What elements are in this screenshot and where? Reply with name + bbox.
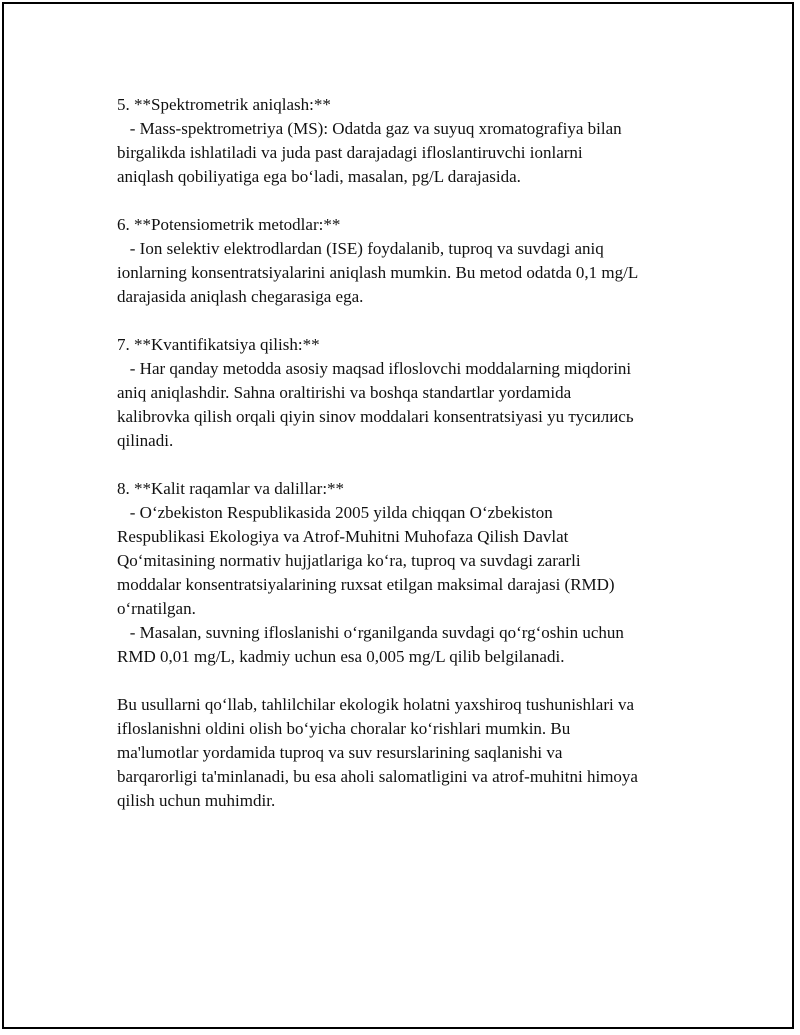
paragraph-line: Bu usullarni qo‘llab, tahlilchilar ekologik holatni yaxshiroq tushunishlari va (117, 695, 634, 714)
section-key-figures (117, 477, 697, 669)
paragraph-gap (117, 669, 697, 693)
section-spectrometric (117, 93, 697, 189)
paragraph-line: ionlarning konsentratsiyalarini aniqlash mumkin. Bu metod odatda 0,1 mg/L (117, 263, 639, 282)
section-heading: 6. **Potensiometrik metodlar:** (117, 215, 341, 234)
paragraph-line: ma'lumotlar yordamida tuproq va suv resurslarining saqlanishi va (117, 743, 563, 762)
paragraph-line: Qo‘mitasining normativ hujjatlariga ko‘ra, tuproq va suvdagi zararli (117, 551, 581, 570)
section-quantification (117, 333, 697, 453)
paragraph-line: o‘rnatilgan. (117, 599, 196, 618)
paragraph-line: - Har qanday metodda asosiy maqsad ifloslovchi moddalarning miqdorini (117, 359, 632, 378)
paragraph-gap (117, 453, 697, 477)
paragraph-line: RMD 0,01 mg/L, kadmiy uchun esa 0,005 mg/L qilib belgilanadi. (117, 647, 565, 666)
paragraph-line: aniqlash qobiliyatiga ega bo‘ladi, masalan, pg/L darajasida. (117, 167, 521, 186)
paragraph-line: qilish uchun muhimdir. (117, 791, 276, 810)
document-body (117, 93, 697, 813)
paragraph-line: - Mass-spektrometriya (MS): Odatda gaz va suyuq xromatografiya bilan (117, 119, 622, 138)
paragraph-line: qilinadi. (117, 431, 174, 450)
paragraph-line: - O‘zbekiston Respublikasida 2005 yilda chiqqan O‘zbekiston (117, 503, 553, 522)
section-heading: 8. **Kalit raqamlar va dalillar:** (117, 479, 345, 498)
paragraph-line: barqarorligi ta'minlanadi, bu esa aholi salomatligini va atrof-muhitni himoya (117, 767, 638, 786)
paragraph-line: kalibrovka qilish orqali qiyin sinov moddalari konsentratsiyasi yu тусились (117, 407, 634, 426)
paragraph-line: ifloslanishni oldini olish bo‘yicha choralar ko‘rishlari mumkin. Bu (117, 719, 571, 738)
paragraph-line: aniq aniqlashdir. Sahna oraltirishi va boshqa standartlar yordamida (117, 383, 572, 402)
section-potentiometric (117, 213, 697, 309)
paragraph-line: Respublikasi Ekologiya va Atrof-Muhitni Muhofaza Qilish Davlat (117, 527, 569, 546)
paragraph-line: moddalar konsentratsiyalarining ruxsat etilgan maksimal darajasi (RMD) (117, 575, 615, 594)
paragraph-gap (117, 189, 697, 213)
paragraph-line: - Masalan, suvning ifloslanishi o‘rganilganda suvdagi qo‘rg‘oshin uchun (117, 623, 624, 642)
section-conclusion (117, 693, 697, 813)
section-heading: 5. **Spektrometrik aniqlash:** (117, 95, 331, 114)
paragraph-gap (117, 309, 697, 333)
section-heading: 7. **Kvantifikatsiya qilish:** (117, 335, 320, 354)
paragraph-line: - Ion selektiv elektrodlardan (ISE) foydalanib, tuproq va suvdagi aniq (117, 239, 604, 258)
paragraph-line: birgalikda ishlatiladi va juda past darajadagi ifloslantiruvchi ionlarni (117, 143, 583, 162)
paragraph-line: darajasida aniqlash chegarasiga ega. (117, 287, 364, 306)
